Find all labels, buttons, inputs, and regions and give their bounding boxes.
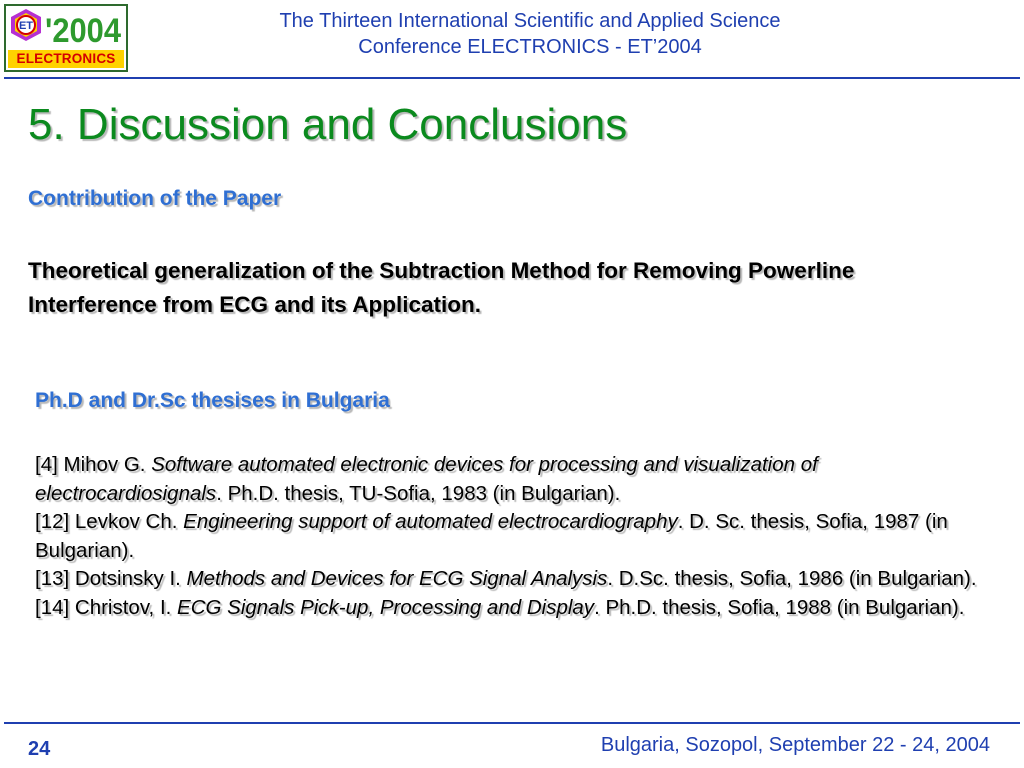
conference-logo xyxy=(4,4,128,72)
header-line-2: Conference ELECTRONICS - ET’2004 xyxy=(358,36,702,58)
reference-item xyxy=(35,594,995,623)
reference-item xyxy=(35,508,995,565)
conference-header xyxy=(150,8,910,60)
footer-location: Bulgaria, Sozopol, September 22 - 24, 2004 xyxy=(600,734,990,756)
reference-item xyxy=(35,451,995,508)
reference-title: Methods and Devices for ECG Signal Analysis xyxy=(186,567,608,590)
header-line-1: The Thirteen International Scientific and Applied Science xyxy=(279,10,781,32)
reference-prefix: [4] Mihov G. xyxy=(35,453,152,476)
page-number: 24 xyxy=(28,738,51,760)
reference-title: ECG Signals Pick-up, Processing and Display xyxy=(177,595,595,619)
logo-year: '2004 xyxy=(45,12,122,50)
logo-caption: ELECTRONICS xyxy=(8,50,124,68)
reference-title: Engineering support of automated electrocardiography xyxy=(183,510,678,533)
contribution-heading: Contribution of the Paper xyxy=(28,187,282,210)
reference-prefix: [12] Levkov Ch. xyxy=(35,510,184,533)
reference-prefix: [13] Dotsinsky I. xyxy=(35,567,187,590)
reference-suffix: . D. Sc. thesis, Sofia, 1987 (in Bulgarian). xyxy=(35,510,948,562)
reference-suffix: . D.Sc. thesis, Sofia, 1986 (in Bulgarian). xyxy=(607,567,977,590)
reference-list xyxy=(35,451,995,622)
slide-title: 5. Discussion and Conclusions xyxy=(28,100,628,149)
theses-heading: Ph.D and Dr.Sc thesises in Bulgaria xyxy=(35,389,390,412)
logo-emblem-text: ET xyxy=(18,20,34,32)
header-divider xyxy=(4,77,1020,79)
footer-divider xyxy=(4,722,1020,724)
contribution-text: Theoretical generalization of the Subtraction Method for Removing Powerline Interference from ECG and its Application. xyxy=(28,258,855,317)
reference-suffix: . Ph.D. thesis, Sofia, 1988 (in Bulgarian). xyxy=(594,595,965,619)
reference-title: Software automated electronic devices for processing and visualization of electrocardiosignals xyxy=(35,453,818,505)
reference-prefix: [14] Christov, I. xyxy=(35,595,178,619)
reference-item xyxy=(35,565,995,594)
reference-suffix: . Ph.D. thesis, TU-Sofia, 1983 (in Bulgarian). xyxy=(216,481,621,505)
